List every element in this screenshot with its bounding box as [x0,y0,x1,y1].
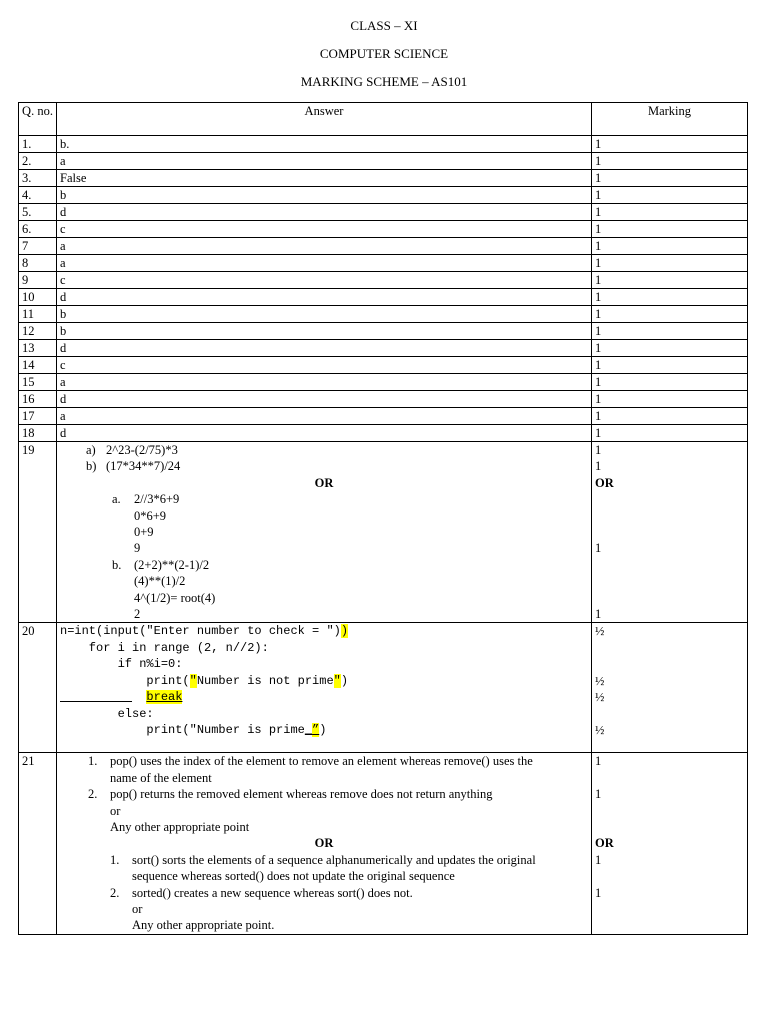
marking-cell-q21 [592,753,748,934]
table-row [19,425,748,442]
marking-cell: 1 [592,425,748,442]
q21-other: Any other appropriate point. [132,918,275,933]
marking-cell: 1 [592,170,748,187]
q21-point: 1. pop() uses the index of the element to remove an element whereas remove() uses the [88,754,533,769]
q19-alt-b-step: (4)**(1)/2 [134,574,186,589]
marking-cell: 1 [592,204,748,221]
table-row [19,170,748,187]
marking-cell: 1 [592,323,748,340]
marking-cell: 1 [592,340,748,357]
marking-cell: 1 [592,374,748,391]
mark: 1 [595,606,602,621]
q19-alt-a-step: 0+9 [134,525,154,540]
answer-cell: c [57,221,592,238]
q19-alt-a-step: 9 [134,541,141,556]
q19-alt-b-step: 2 [134,607,141,622]
marking-cell: 1 [592,187,748,204]
code-line: if n%i=0: [60,657,183,672]
table-row-q20 [19,623,748,753]
code-line: print("Number is prime_”) [60,722,327,737]
answer-cell: d [57,425,592,442]
q21-point: 2. sorted() creates a new sequence whereas sort() does not. [110,885,413,900]
qno-cell: 21 [19,753,57,934]
class-title: CLASS – XI [350,18,418,33]
marking-cell: 1 [592,255,748,272]
q21-or: OR [314,836,334,851]
qno-cell: 12 [19,323,57,340]
answer-cell: a [57,408,592,425]
table-row-q19 [19,442,748,623]
mark: 1 [595,885,602,900]
table-row [19,221,748,238]
scheme-title: MARKING SCHEME – AS101 [300,74,468,89]
table-row [19,340,748,357]
table-row [19,272,748,289]
marking-cell: 1 [592,153,748,170]
mark: ½ [595,673,605,688]
answer-cell: b [57,323,592,340]
qno-cell: 1. [19,136,57,153]
q19-b: b) (17*34**7)/24 [86,459,181,474]
answer-cell: a [57,374,592,391]
mark: 1 [595,443,602,457]
marking-cell-q19 [592,442,748,623]
answer-cell-q19 [57,442,592,623]
marking-cell: 1 [592,357,748,374]
answer-cell: a [57,238,592,255]
answer-cell-q20 [57,623,592,753]
answer-cell: c [57,272,592,289]
qno-cell: 15 [19,374,57,391]
answer-cell: a [57,153,592,170]
table-row [19,136,748,153]
q21-point-cont: name of the element [110,770,212,785]
answer-cell: False [57,170,592,187]
q21-point: 1. sort() sorts the elements of a sequence alphanumerically and updates the original [110,852,536,867]
code-line: for i in range (2, n//2): [60,640,269,655]
answer-cell: b. [57,136,592,153]
answer-cell: c [57,357,592,374]
code-line: print("Number is not prime") [60,673,349,688]
qno-cell: 7 [19,238,57,255]
mark: ½ [595,722,605,737]
marking-cell: 1 [592,408,748,425]
qno-cell: 13 [19,340,57,357]
table-row [19,187,748,204]
header-marking: Marking [592,103,748,136]
marking-cell: 1 [592,272,748,289]
qno-cell: 14 [19,357,57,374]
table-row [19,306,748,323]
q19-alt-a-step: 0*6+9 [134,508,167,523]
qno-cell: 16 [19,391,57,408]
marking-cell: 1 [592,391,748,408]
marking-cell: 1 [592,306,748,323]
answer-cell: a [57,255,592,272]
code-line: n=int(input("Enter number to check = ")) [60,624,349,639]
mark: ½ [595,690,605,705]
answer-cell: d [57,391,592,408]
qno-cell: 5. [19,204,57,221]
qno-cell: 10 [19,289,57,306]
mark: 1 [595,541,602,556]
q19-alt-b: b. (2+2)**(2-1)/2 [112,557,210,572]
qno-cell: 9 [19,272,57,289]
qno-cell: 2. [19,153,57,170]
marking-cell-q20 [592,623,748,753]
qno-cell: 19 [19,442,57,623]
table-row [19,323,748,340]
mark-or: OR [595,475,614,490]
qno-cell: 18 [19,425,57,442]
table-row [19,255,748,272]
code-line: else: [60,706,154,721]
qno-cell: 8 [19,255,57,272]
code-line: break [146,690,183,705]
q21-or-small: or [110,803,121,818]
mark-or: OR [595,836,614,851]
table-row [19,408,748,425]
table-row [19,153,748,170]
q19-or: OR [314,475,334,490]
qno-cell: 4. [19,187,57,204]
table-row [19,374,748,391]
marking-scheme-table [18,102,748,935]
answer-cell: d [57,340,592,357]
table-row [19,391,748,408]
mark: 1 [595,459,602,474]
table-row-q21 [19,753,748,934]
q21-point: 2. pop() returns the removed element whereas remove does not return anything [88,787,493,802]
table-header-row [19,103,748,136]
qno-cell: 6. [19,221,57,238]
marking-cell: 1 [592,221,748,238]
mark: ½ [595,624,605,639]
marking-cell: 1 [592,289,748,306]
q21-or-small: or [132,901,143,916]
qno-cell: 20 [19,623,57,753]
header-qno: Q. no. [19,103,57,136]
q19-alt-a: a. 2//3*6+9 [112,492,180,507]
answer-cell: d [57,289,592,306]
qno-cell: 17 [19,408,57,425]
answer-cell: b [57,187,592,204]
table-row [19,204,748,221]
answer-cell-q21 [57,753,592,934]
table-row [19,289,748,306]
table-row [19,357,748,374]
marking-cell: 1 [592,238,748,255]
q21-other: Any other appropriate point [110,819,250,834]
answer-cell: d [57,204,592,221]
marking-cell: 1 [592,136,748,153]
table-row [19,238,748,255]
answer-cell: b [57,306,592,323]
subject-title: COMPUTER SCIENCE [319,46,449,61]
mark: 1 [595,754,602,769]
q19-a: a) 2^23-(2/75)*3 [86,443,178,457]
qno-cell: 3. [19,170,57,187]
q21-point-cont: sequence whereas sorted() does not update the original sequence [132,869,455,884]
mark: 1 [595,852,602,867]
qno-cell: 11 [19,306,57,323]
q19-alt-b-step: 4^(1/2)= root(4) [134,590,216,605]
mark: 1 [595,787,602,802]
header-answer: Answer [57,103,592,136]
